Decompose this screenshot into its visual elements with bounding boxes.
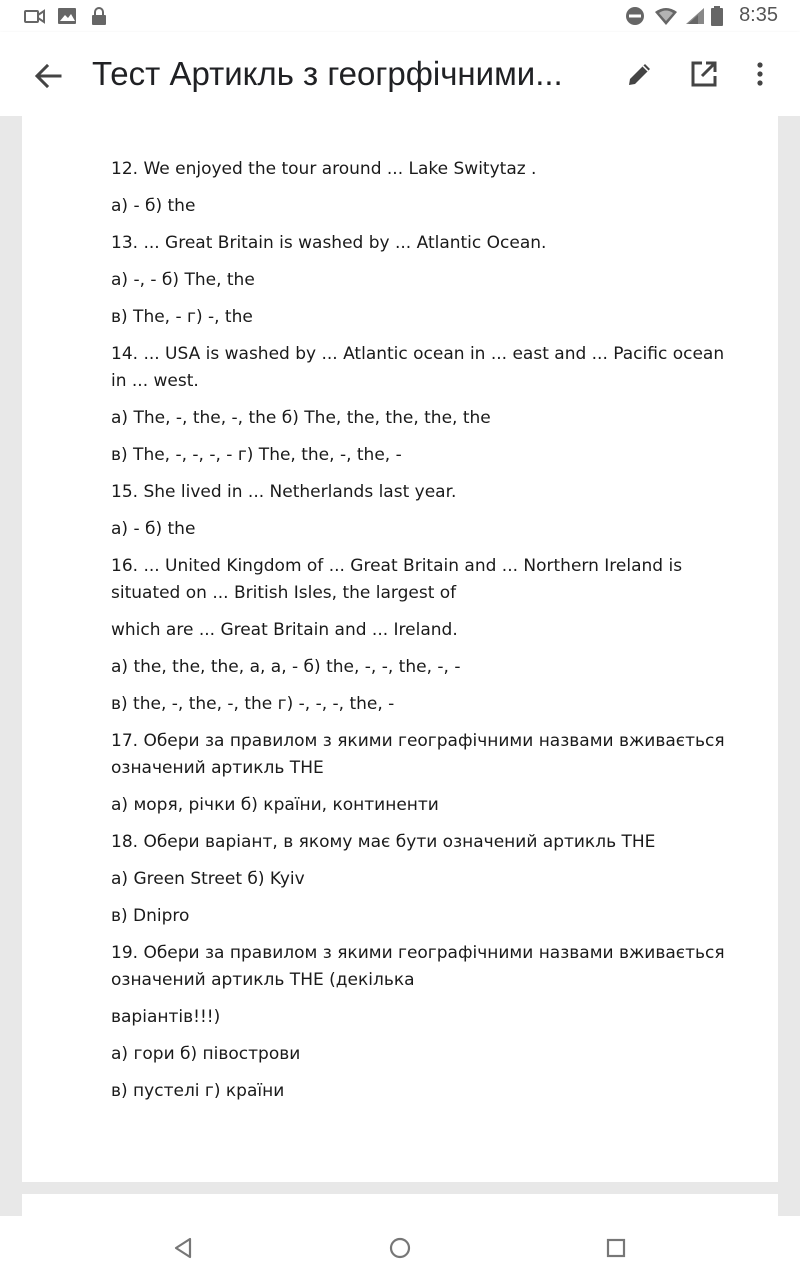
answer-options: а) the, the, the, a, a, - б) the, -, -, the, -, - (111, 657, 461, 677)
answer-options: а) The, -, the, -, the б) The, the, the, the, the (111, 408, 491, 428)
lock-icon (88, 6, 110, 26)
question-19: 19. Обери за правилом з якими географічними назвами вживається означений артикль THE (декілька (111, 943, 725, 990)
answer-options: в) пустелі г) країни (111, 1081, 285, 1101)
answer-options: в) Dnipro (111, 906, 190, 926)
answer-options: в) the, -, the, -, the г) -, -, -, the, - (111, 694, 395, 714)
answer-options: в) The, -, -, -, - г) The, the, -, the, - (111, 445, 402, 465)
wifi-icon (654, 6, 678, 26)
question-19-continued: варіантів!!!) (111, 1007, 221, 1027)
answer-options: а) - б) the (111, 196, 196, 216)
question-18: 18. Обери варіант, в якому має бути означений артикль THE (111, 832, 656, 852)
question-16: 16. ... United Kingdom of ... Great Britain and ... Northern Ireland is situated on ... British Isles, the largest of (111, 556, 683, 603)
clock: 8:35 (739, 4, 778, 26)
document-page (22, 116, 778, 1182)
answer-options: в) The, - г) -, the (111, 307, 253, 327)
back-arrow-icon[interactable] (30, 58, 66, 94)
more-vert-icon[interactable] (742, 56, 778, 92)
status-bar (0, 0, 800, 32)
back-icon[interactable] (168, 1232, 200, 1264)
question-13: 13. ... Great Britain is washed by ... Atlantic Ocean. (111, 233, 547, 253)
question-14: 14. ... USA is washed by ... Atlantic ocean in ... east and ... Pacific ocean in ... west. (111, 344, 725, 391)
edit-icon[interactable] (622, 56, 658, 92)
document-text (111, 156, 731, 1115)
recents-icon[interactable] (600, 1232, 632, 1264)
answer-options: а) - б) the (111, 519, 196, 539)
answer-options: а) Green Street б) Kyiv (111, 869, 305, 889)
home-icon[interactable] (384, 1232, 416, 1264)
do-not-disturb-icon (624, 6, 646, 26)
question-17: 17. Обери за правилом з якими географічними назвами вживається означений артикль THE (111, 731, 725, 778)
answer-options: а) -, - б) The, the (111, 270, 255, 290)
battery-icon (710, 6, 724, 26)
question-12: 12. We enjoyed the tour around ... Lake Switytaz . (111, 159, 537, 179)
open-in-new-icon[interactable] (686, 56, 722, 92)
image-icon (56, 6, 78, 26)
video-icon (24, 6, 46, 26)
system-navigation-bar (0, 1216, 800, 1280)
document-viewer[interactable] (0, 116, 800, 1216)
app-bar (0, 32, 800, 116)
answer-options: а) гори б) півострови (111, 1044, 301, 1064)
question-16-continued: which are ... Great Britain and ... Ireland. (111, 620, 458, 640)
document-title: Тест Артикль з геогрфічними... (92, 55, 563, 92)
answer-options: а) моря, річки б) країни, континенти (111, 795, 439, 815)
signal-icon (684, 6, 706, 26)
question-15: 15. She lived in ... Netherlands last year. (111, 482, 457, 502)
